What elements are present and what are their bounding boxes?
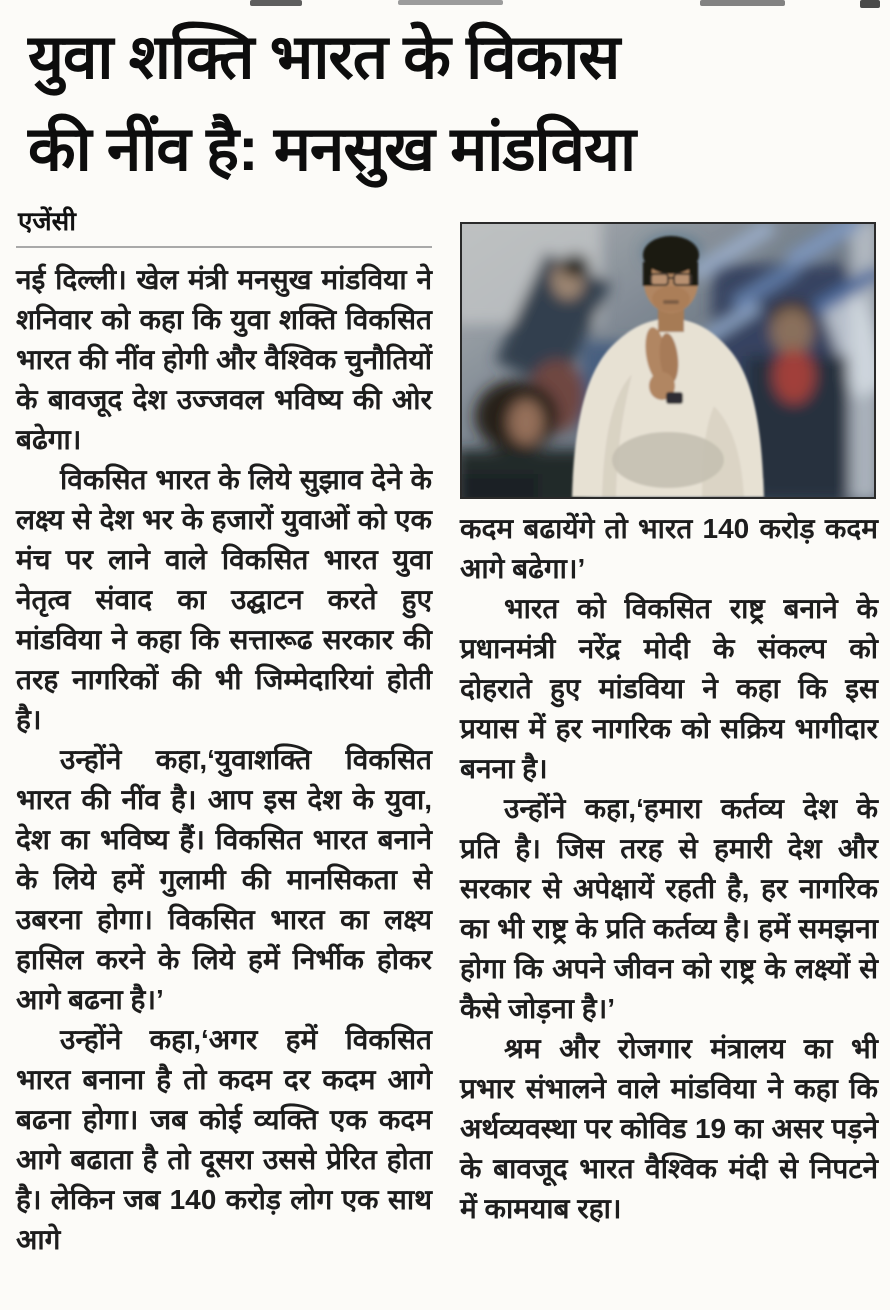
scan-artifact — [700, 0, 785, 6]
photo-illustration — [462, 224, 874, 497]
scan-artifact — [398, 0, 503, 5]
article-paragraph: उन्होंने कहा,‘हमारा कर्तव्य देश के प्रति है। जिस तरह से हमारी देश और सरकार से अपेक्षायें रहती है, हर नागरिक का भी राष्ट्र के प्रति कर्तव्य है। हमें समझना होगा कि अपने जीवन को राष्ट्र के लक्ष्यों से कैसे जोड़ना है।’ — [460, 793, 878, 1024]
right-column — [460, 200, 878, 1260]
scan-artifact — [250, 0, 302, 6]
article-paragraph: भारत को विकसित राष्ट्र बनाने के प्रधानमंत्री नरेंद्र मोदी के संकल्प को दोहराते हुए मांडविया ने कहा कि इस प्रयास में हर नागरिक को सक्रिय भागीदार बनना है। — [460, 593, 878, 784]
scan-artifact — [860, 0, 880, 8]
article-photo — [460, 222, 876, 499]
article-paragraph: श्रम और रोजगार मंत्रालय का भी प्रभार संभालने वाले मांडविया ने कहा कि अर्थव्यवस्था पर कोविड 19 का असर पड़ने के बावजूद भारत वैश्विक मंदी से निपटने में कामयाब रहा। — [460, 1033, 878, 1224]
article-paragraph: उन्होंने कहा,‘अगर हमें विकसित भारत बनाना है तो कदम दर कदम आगे बढना होगा। जब कोई व्यक्ति एक कदम आगे बढाता है तो दूसरा उससे प्रेरित होता है। लेकिन जब 140 करोड़ लोग एक साथ आगे — [16, 1024, 432, 1255]
left-column-text — [16, 260, 432, 1260]
article-body — [0, 200, 890, 1260]
headline-line-1: युवा शक्ति भारत के विकास — [28, 23, 620, 92]
article-headline — [0, 0, 890, 196]
article-paragraph: उन्होंने कहा,‘युवाशक्ति विकसित भारत की नींव है। आप इस देश के युवा, देश का भविष्य हैं। विकसित भारत बनाने के लिये हमें गुलामी की मानसिकता से उबरना होगा। विकसित भारत का लक्ष्य हासिल करने के लिये हमें निर्भीक होकर आगे बढना है।’ — [16, 744, 432, 1015]
right-column-text — [460, 509, 878, 1229]
left-column — [16, 200, 432, 1260]
article-paragraph: कदम बढायेंगे तो भारत 140 करोड़ कदम आगे बढेगा।’ — [460, 513, 878, 584]
article-paragraph: विकसित भारत के लिये सुझाव देने के लक्ष्य से देश भर के हजारों युवाओं को एक मंच पर लाने वाले विकसित भारत युवा नेतृत्व संवाद का उद्घाटन करते हुए मांडविया ने कहा कि सत्तारूढ सरकार की तरह नागरिकों की भी जिम्मेदारियां होती है। — [16, 464, 432, 735]
byline-label: एजेंसी — [16, 200, 432, 248]
headline-line-2: की नींव है: मनसुख मांडविया — [28, 115, 636, 184]
article-paragraph: नई दिल्ली। खेल मंत्री मनसुख मांडविया ने शनिवार को कहा कि युवा शक्ति विकसित भारत की नींव होगी और वैश्विक चुनौतियों के बावजूद देश उज्जवल भविष्य की ओर बढेगा। — [16, 264, 432, 455]
